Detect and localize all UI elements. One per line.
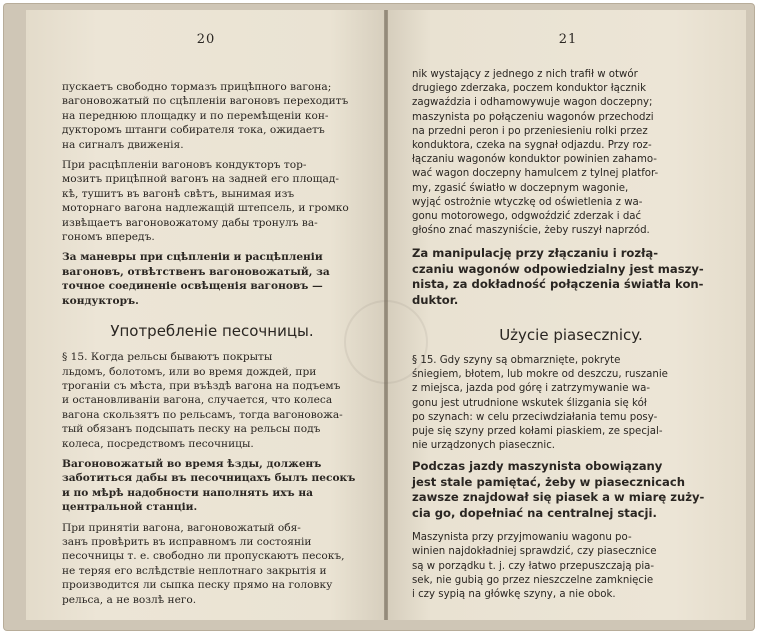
right-page-text [412,68,730,602]
paragraph: § 15. Gdy szyny są obmarznięte, pokryte śniegiem, błotem, lub mokre od deszczu, ruszanie z miejsca, jazda pod górę i zatrzymywanie wa- gonu jest utrudnione wskutek ślizgania się kół po szynach: w celu przeciwdziałania temu posy- puje się szyny przed kołami piaskiem, ze specjal- nie urządzonych piasecznic. [412,355,668,452]
bold-paragraph: Podczas jazdy maszynista obowiązany jest stale pamiętać, żeby w piasecznicach zawsze znajdował się piasek a w miarę zuży- cia go, dopełniać na centralnej stacji. [412,459,705,520]
bold-paragraph: Вагоновожатый во время ѣзды, долженъ заботиться дабы въ песочницахъ былъ песокъ и по мѣрѣ надобности наполнять ихъ на центральной станціи. [62,457,356,514]
paragraph: пускаетъ свободно тормазъ прицѣпного вагона; вагоновожатый по сцѣпленіи вагоновъ переходитъ на переднюю площадку и по перемѣщеніи кон- дукторомъ штанги собирателя тока, ожидаетъ на сигналъ движенія. [62,81,349,151]
left-page [26,10,384,620]
paragraph: При расцѣпленіи вагоновъ кондукторъ тор- мозитъ прицѣпной вагонъ на задней его площад- кѣ, тушитъ въ вагонѣ свѣтъ, вынимая изъ моторнаго вагона надлежащій штепсель, и громко извѣщаетъ вагоновожатому дабы тронулъ ва- гономъ впередъ. [62,159,349,244]
section-heading: Употребленіе песочницы. [110,322,314,341]
left-page-text [62,80,362,607]
section-heading: Użycie piasecznicy. [499,326,643,345]
paragraph: § 15. Когда рельсы бываютъ покрыты льдомъ, болотомъ, или во время дождей, при троганіи съ мѣста, при въѣздѣ вагона на подъемъ и остановливаніи вагона, случается, что колеса вагона скользятъ по рельсамъ, тогда вагоновожа- тый обязанъ подсыпать песку на рельсы подъ колеса, посредствомъ песочницы. [62,351,343,450]
right-page [388,10,746,620]
bold-paragraph: За маневры при сцѣпленіи и расцѣпленіи вагоновъ, отвѣтственъ вагоновожатый, за точное соединеніе освѣщенія вагоновъ — кондукторъ. [62,251,330,307]
bold-paragraph: Za manipulację przy złączaniu i rozłą- czaniu wagonów odpowiedzialny jest maszy- nista, za dokładność połączenia światła kon- duktor. [412,246,704,307]
page-number: 20 [196,32,216,47]
watermark-stamp [344,300,428,384]
paragraph: При принятіи вагона, вагоновожатый обя- занъ провѣрить въ исправномъ ли состояніи песочницы т. е. свободно ли пропускаютъ песокъ, не теряя его вслѣдствіе неплотнаго закрытія и производится ли сыпка песку прямо на головку рельса, а не возлѣ него. [62,521,345,606]
page-number: 21 [558,32,578,47]
paragraph: nik wystający z jednego z nich trafił w otwór drugiego zderzaka, poczem konduktor łącznik zagwaździa i odhamowywuje wagon doczepny; maszynista po połączeniu wagonów przechodzi na przedni peron i po przeniesieniu rolki przez konduktora, czeka na sygnał odjazdu. Przy roz- łączaniu wagonów konduktor powinien zahamo- wać wagon doczepny hamulcem z tylnej platfor- my, zgasić światło w doczepnym wagonie, wyjąć ostrożnie wtyczkę od oświetlenia z wa- gonu motorowego, odgwoździć zderzak i dać głośno znać maszyniście, żeby ruszył naprzód. [412,69,659,237]
paragraph: Maszynista przy przyjmowaniu wagonu po- winien najdokładniej sprawdzić, czy piasecznice są w porządku t. j. czy łatwo przepuszczają pia- sek, nie gubią go przez nieszczelne zamknięcie i czy sypią na główkę szyny, a nie obok. [412,532,657,600]
